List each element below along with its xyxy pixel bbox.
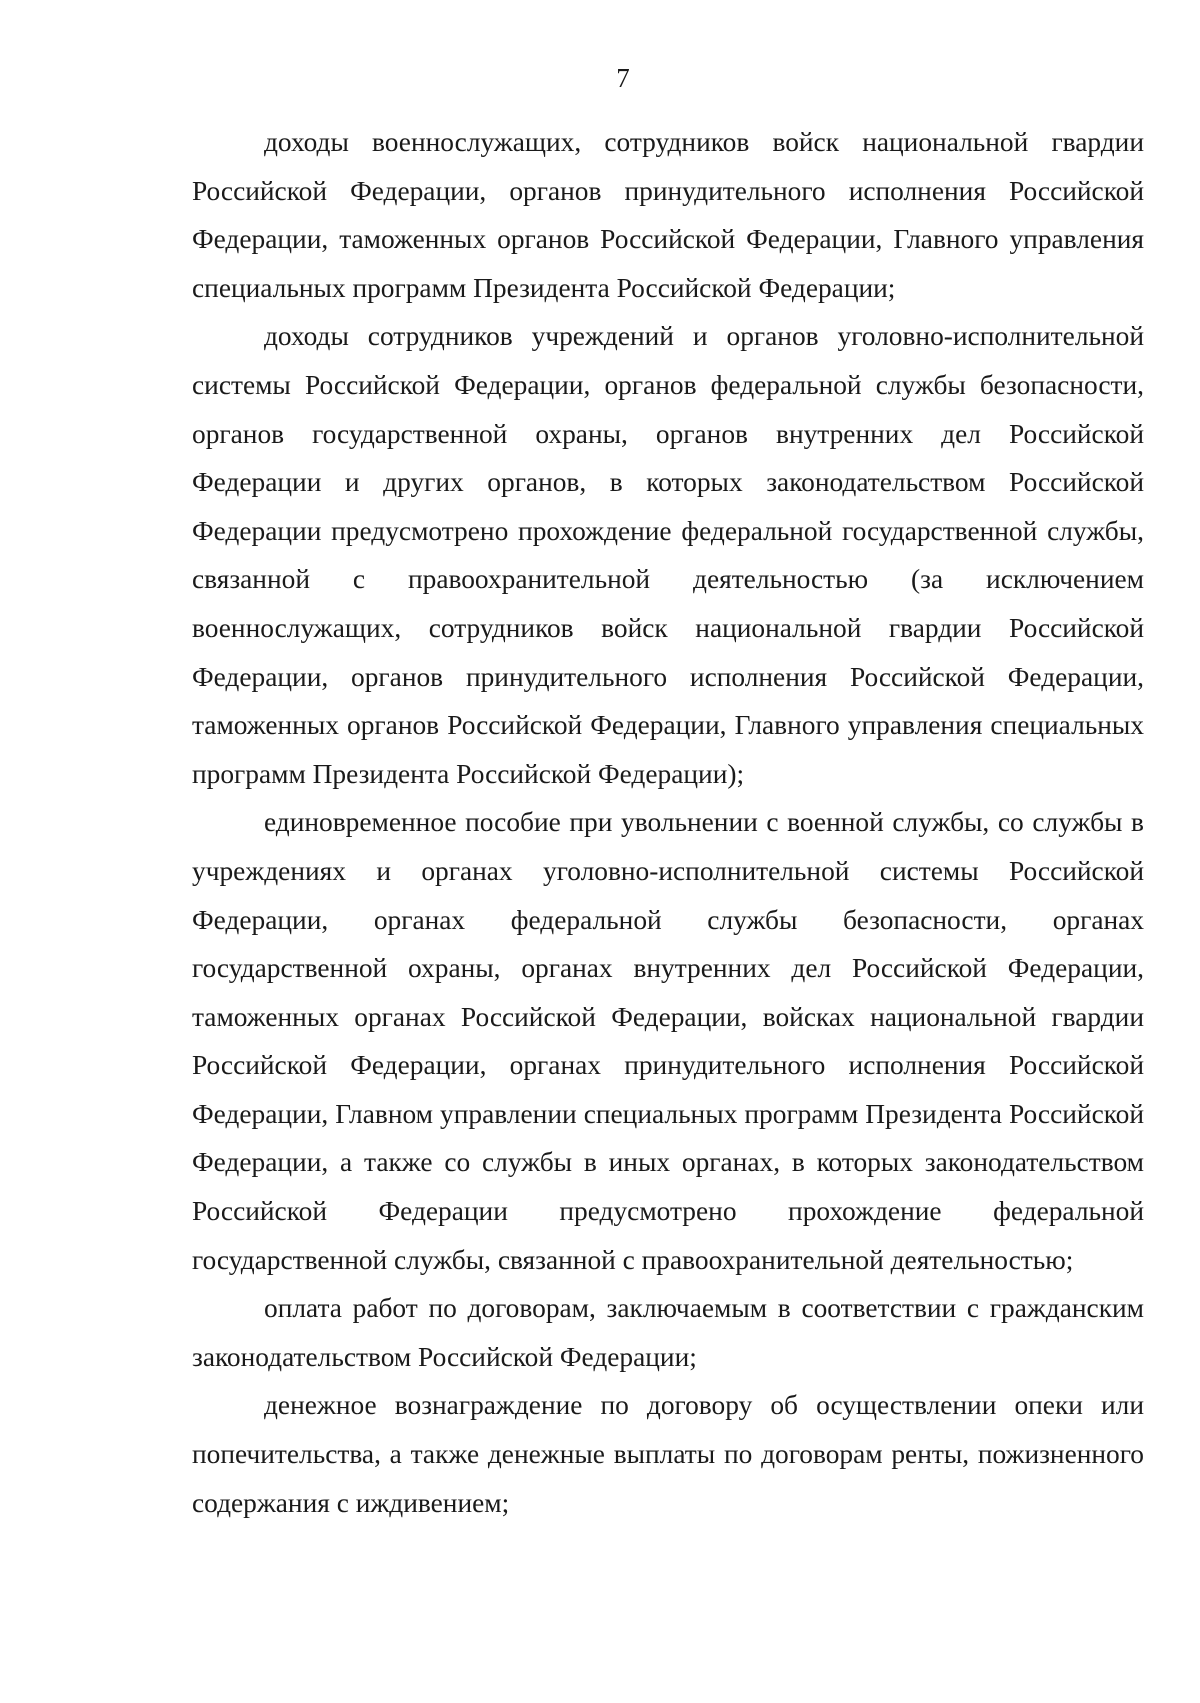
paragraph-severance-allowance: единовременное пособие при увольнении с военной службы, со службы в учреждениях и органах уголовно-исполнительной системы Российской Федерации, органах федеральной службы безопасности, органах государственной охраны, органах внутренних дел Российской Федерации, таможенных органах Российской Федерации, войсках национальной гвардии Российской Федерации, органах принудительного исполнения Российской Федерации, Главном управлении специальных программ Президента Российской Федерации, а также со службы в иных органах, в которых законодательством Российской Федерации предусмотрено прохождение федеральной государственной службы, связанной с правоохранительной деятельностью; <box>192 807 1144 1275</box>
paragraph-law-enforcement-income: доходы сотрудников учреждений и органов уголовно-исполнительной системы Российской Федерации, органов федеральной службы безопасности, органов государственной охраны, органов внутренних дел Российской Федерации и других органов, в которых законодательством Российской Федерации предусмотрено прохождение федеральной государственной службы, связанной с правоохранительной деятельностью (за исключением военнослужащих, сотрудников войск национальной гвардии Российской Федерации, органов принудительного исполнения Российской Федерации, таможенных органов Российской Федерации, Главного управления специальных программ Президента Российской Федерации); <box>192 321 1144 789</box>
paragraph-civil-contracts-payment: оплата работ по договорам, заключаемым в соответствии с гражданским законодательством Российской Федерации; <box>192 1293 1144 1372</box>
paragraph-military-income: доходы военнослужащих, сотрудников войск национальной гвардии Российской Федерации, органов принудительного исполнения Российской Федерации, таможенных органов Российской Федерации, Главного управления специальных программ Президента Российской Федерации; <box>192 127 1144 303</box>
document-body <box>192 118 1144 1527</box>
paragraph-guardianship-remuneration: денежное вознаграждение по договору об осуществлении опеки или попечительства, а также денежные выплаты по договорам ренты, пожизненного содержания с иждивением; <box>192 1390 1144 1518</box>
page-number: 7 <box>616 63 630 93</box>
